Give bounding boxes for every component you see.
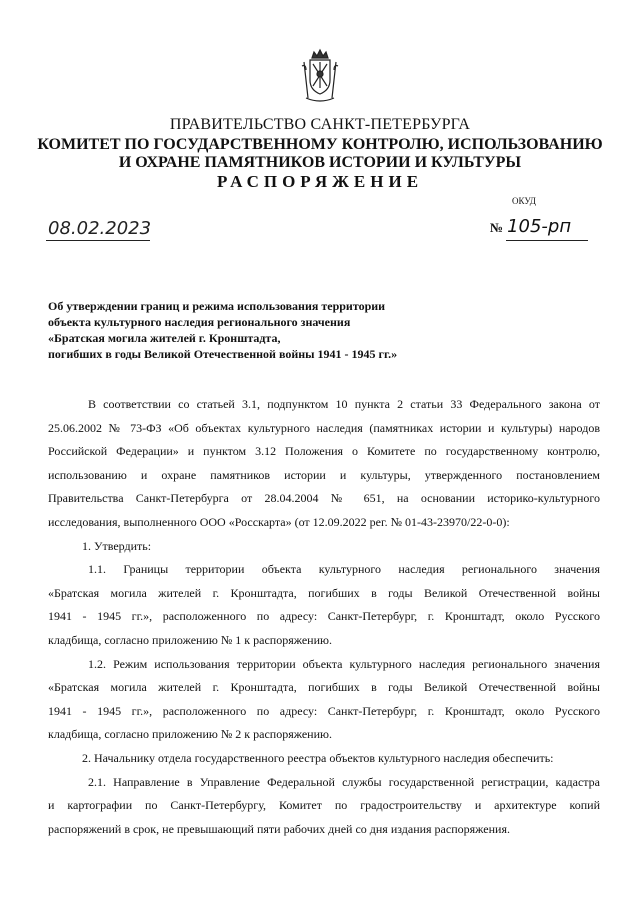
date-underline <box>46 240 150 241</box>
body-line: 1.2. Режим использования территории объекта культурного наследия регионального значения <box>88 656 600 671</box>
document-number <box>490 216 571 237</box>
title-line: Об утверждении границ и режима использования территории <box>48 299 386 313</box>
body-line: 2.1. Направление в Управление Федеральной службы государственной регистрации, кадастра <box>88 774 600 789</box>
body-line: В соответствии со статьей 3.1, подпунктом 10 пункта 2 статьи 33 Федерального закона от <box>88 397 600 411</box>
body-line: «Братская могила жителей г. Кронштадта, погибших в годы Великой Отечественной войны <box>48 680 600 695</box>
body-line: 2. Начальнику отдела государственного реестра объектов культурного наследия обеспечить: <box>82 750 554 765</box>
document-type: РАСПОРЯЖЕНИЕ <box>216 172 424 191</box>
body-line: и картографии по Санкт-Петербургу, Комитет по градостроительству и архитектуре копий <box>48 798 600 813</box>
number-sign: № <box>490 220 504 235</box>
body-line: «Братская могила жителей г. Кронштадта, погибших в годы Великой Отечественной войны <box>48 585 600 600</box>
document-body <box>48 393 600 841</box>
document-date: 08.02.2023 <box>48 218 152 239</box>
coat-of-arms-emblem <box>296 48 344 104</box>
title-line: объекта культурного наследия регионального значения <box>48 315 351 329</box>
body-line: кладбища, согласно приложению № 2 к распоряжению. <box>48 727 332 742</box>
body-line: кладбища, согласно приложению № 1 к распоряжению. <box>48 632 332 647</box>
body-line: 1.1. Границы территории объекта культурного наследия регионального значения <box>88 562 600 577</box>
document-title <box>48 298 397 362</box>
committee-line-2: И ОХРАНЕ ПАМЯТНИКОВ ИСТОРИИ И КУЛЬТУРЫ <box>118 154 522 171</box>
body-line: 1941 - 1945 гг.», расположенного по адресу: Санкт-Петербург, г. Кронштадт, около Русского <box>48 609 600 624</box>
number-value: 105-рп <box>507 216 572 237</box>
body-line: Российской Федерации» и пунктом 3.12 Положения о Комитете по государственному контролю, <box>48 444 600 459</box>
okud-label: ОКУД <box>512 196 536 206</box>
body-line: Правительства Санкт-Петербурга от 28.04.2004 № 651, на основании историко-культурного <box>48 491 600 506</box>
title-line: «Братская могила жителей г. Кронштадта, <box>48 331 281 345</box>
body-line: 25.06.2002 № 73-ФЗ «Об объектах культурного наследия (памятниках истории и культуры) народов <box>48 420 600 435</box>
body-line: исследования, выполненного ООО «Росскарта» (от 12.09.2022 рег. № 01-43-23970/22-0-0): <box>48 514 510 529</box>
body-line: распоряжений в срок, не превышающий пяти рабочих дней со дня издания распоряжения. <box>48 821 510 836</box>
body-line: использованию и охране памятников истории и культуры, утвержденного постановлением <box>48 467 600 482</box>
government-name: ПРАВИТЕЛЬСТВО САНКТ-ПЕТЕРБУРГА <box>169 116 471 133</box>
title-line: погибших в годы Великой Отечественной войны 1941 - 1945 гг.» <box>48 347 398 361</box>
number-underline <box>506 240 588 241</box>
body-line: 1. Утвердить: <box>82 538 152 553</box>
body-line: 1941 - 1945 гг.», расположенного по адресу: Санкт-Петербург, г. Кронштадт, около Русского <box>48 703 600 718</box>
committee-line-1: КОМИТЕТ ПО ГОСУДАРСТВЕННОМУ КОНТРОЛЮ, ИСПОЛЬЗОВАНИЮ <box>37 136 603 153</box>
committee-name <box>0 136 640 172</box>
